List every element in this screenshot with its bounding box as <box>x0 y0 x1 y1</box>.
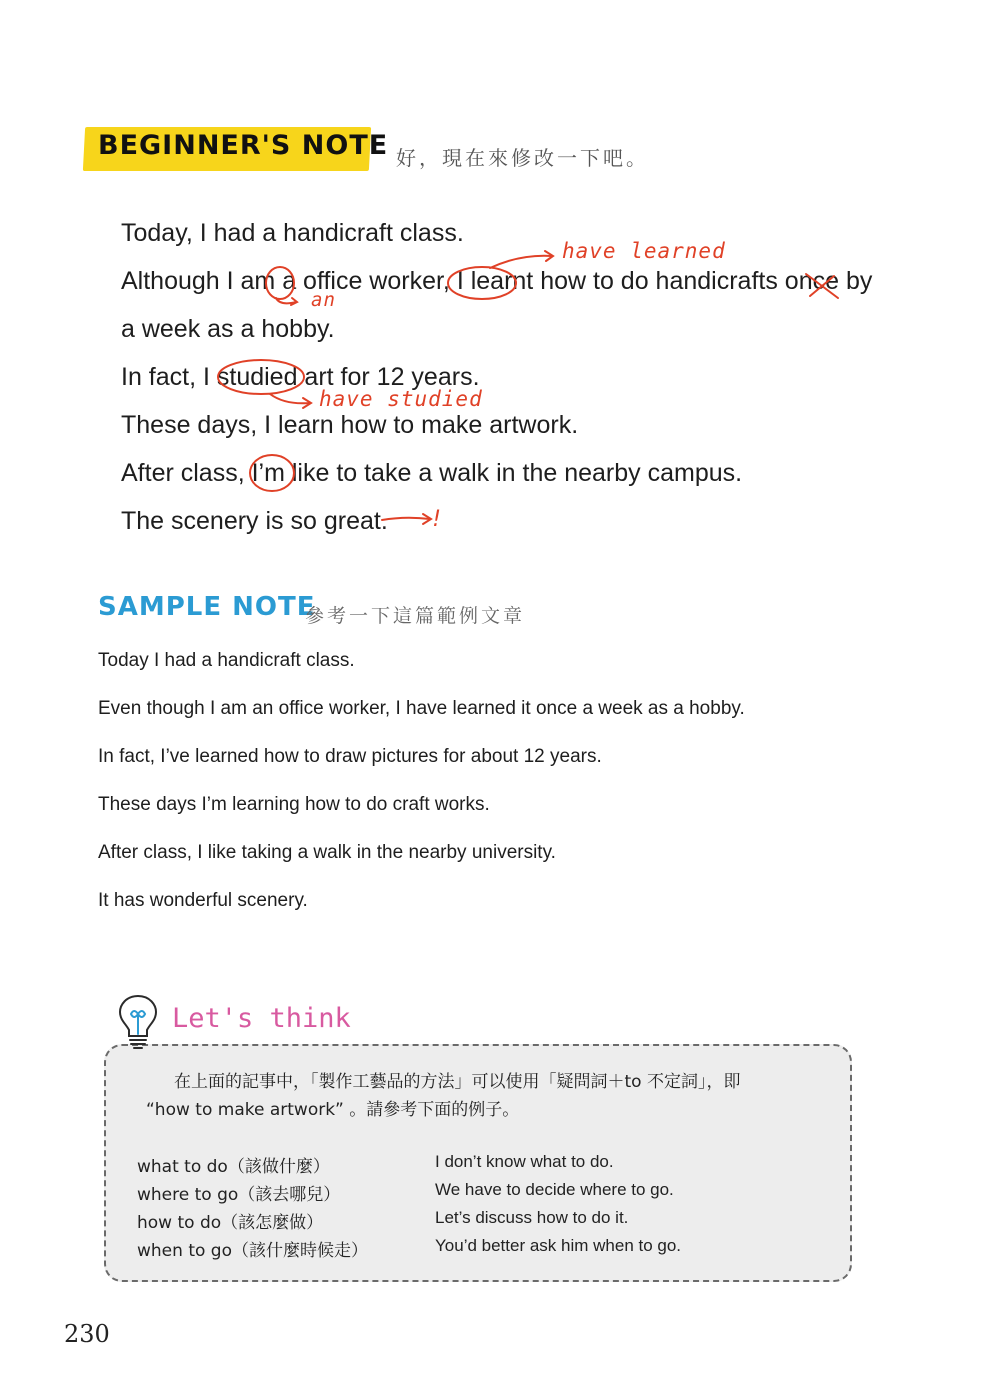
arrow-an-mark <box>276 298 296 303</box>
correction-an: an <box>311 289 336 311</box>
sample-line-1: Today I had a handicraft class. <box>98 650 355 671</box>
sample-line-6: It has wonderful scenery. <box>98 890 308 911</box>
example-phrase: how to do（該怎麼做） <box>137 1213 324 1233</box>
beginners-note-title: BEGINNER'S NOTE <box>98 130 389 161</box>
beginners-note-subtitle: 好，現在來修改一下吧。 <box>396 146 649 170</box>
sample-note-subtitle: 參考一下這篇範例文章 <box>305 605 526 627</box>
example-sentence: I don’t know what to do. <box>435 1152 614 1171</box>
correction-have-studied: have studied <box>319 387 483 411</box>
page-number: 230 <box>64 1320 110 1348</box>
draft-line-3: a week as a hobby. <box>121 315 335 343</box>
draft-line-1: Today, I had a handicraft class. <box>121 219 464 247</box>
correction-have-learned: have learned <box>562 239 726 263</box>
lets-think-intro-line-2: “how to make artwork” 。請參考下面的例子。 <box>146 1100 520 1120</box>
lets-think-title: Let's think <box>172 1003 351 1034</box>
example-phrase: where to go（該去哪兒） <box>137 1185 341 1205</box>
lightbulb-icon <box>114 990 164 1052</box>
example-sentence: We have to decide where to go. <box>435 1180 674 1199</box>
arrow-exclaim-mark <box>382 518 430 520</box>
sample-line-5: After class, I like taking a walk in the nearby university. <box>98 842 556 863</box>
draft-line-7: The scenery is so great. <box>121 507 388 535</box>
example-sentence: Let’s discuss how to do it. <box>435 1208 629 1227</box>
draft-line-5: These days, I learn how to make artwork. <box>121 411 579 439</box>
sample-line-2: Even though I am an office worker, I have learned it once a week as a hobby. <box>98 698 745 719</box>
draft-line-6: After class, I’m like to take a walk in the nearby campus. <box>121 459 743 487</box>
sample-line-4: These days I’m learning how to do craft works. <box>98 794 490 815</box>
correction-exclamation: ! <box>430 507 445 532</box>
example-phrase: what to do（該做什麼） <box>137 1157 330 1177</box>
sample-line-3: In fact, I’ve learned how to draw pictures for about 12 years. <box>98 746 602 767</box>
lets-think-intro-line-1: 在上面的記事中，「製作工藝品的方法」可以使用「疑問詞＋to 不定詞」，即 <box>174 1072 741 1092</box>
example-phrase: when to go（該什麼時候走） <box>137 1241 368 1261</box>
draft-line-2: Although I am a office worker, I learnt how to do handicrafts once by <box>121 267 873 295</box>
sample-note-title: SAMPLE NOTE <box>98 592 316 622</box>
arrow-have-studied-mark <box>270 394 310 403</box>
example-sentence: You’d better ask him when to go. <box>435 1236 682 1255</box>
draft-line-4: In fact, I studied art for 12 years. <box>121 363 480 391</box>
